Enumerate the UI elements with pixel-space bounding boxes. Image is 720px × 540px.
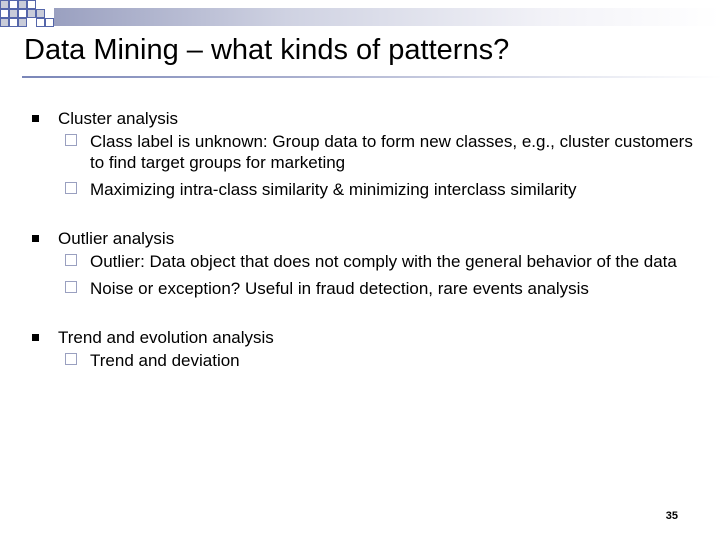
- header-gradient-bar: [54, 8, 720, 26]
- deco-square: [9, 18, 18, 27]
- deco-square: [27, 0, 36, 9]
- sub-bullet-item: [58, 251, 710, 272]
- page-number: 35: [665, 510, 678, 522]
- deco-square: [9, 9, 18, 18]
- title-underline: [22, 76, 720, 78]
- slide-title: Data Mining – what kinds of patterns?: [24, 34, 510, 66]
- sub-bullet-text: Noise or exception? Useful in fraud detection, rare events analysis: [90, 279, 589, 298]
- hollow-square-bullet-icon: [65, 353, 77, 365]
- sub-bullet-item: [58, 350, 710, 371]
- bullet-list: [30, 108, 710, 371]
- sub-bullet-text: Class label is unknown: Group data to form new classes, e.g., cluster customers to find target groups for marketing: [90, 132, 693, 172]
- bullet-item-cluster-analysis: [30, 108, 710, 200]
- deco-square: [0, 0, 9, 9]
- deco-square: [45, 18, 54, 27]
- sub-bullet-item: [58, 179, 710, 200]
- deco-square: [0, 9, 9, 18]
- sub-bullet-item: [58, 278, 710, 299]
- deco-square: [0, 18, 9, 27]
- square-bullet-icon: [32, 115, 39, 122]
- bullet-heading: Outlier analysis: [58, 229, 175, 248]
- deco-square: [18, 0, 27, 9]
- sub-bullet-text: Trend and deviation: [90, 351, 240, 370]
- deco-square: [27, 9, 36, 18]
- deco-square: [36, 9, 45, 18]
- sub-bullet-text: Maximizing intra-class similarity & minimizing interclass similarity: [90, 180, 577, 199]
- bullet-heading: Cluster analysis: [58, 109, 178, 128]
- hollow-square-bullet-icon: [65, 281, 77, 293]
- hollow-square-bullet-icon: [65, 254, 77, 266]
- deco-square: [18, 9, 27, 18]
- square-bullet-icon: [32, 235, 39, 242]
- sub-bullet-text: Outlier: Data object that does not comply with the general behavior of the data: [90, 252, 677, 271]
- deco-square: [9, 0, 18, 9]
- deco-square: [18, 18, 27, 27]
- deco-square: [36, 18, 45, 27]
- sub-bullet-item: [58, 131, 710, 173]
- bullet-item-outlier-analysis: [30, 228, 710, 299]
- header-decoration: [0, 0, 190, 34]
- square-bullet-icon: [32, 334, 39, 341]
- bullet-item-trend-analysis: [30, 327, 710, 371]
- bullet-heading: Trend and evolution analysis: [58, 328, 274, 347]
- hollow-square-bullet-icon: [65, 134, 77, 146]
- hollow-square-bullet-icon: [65, 182, 77, 194]
